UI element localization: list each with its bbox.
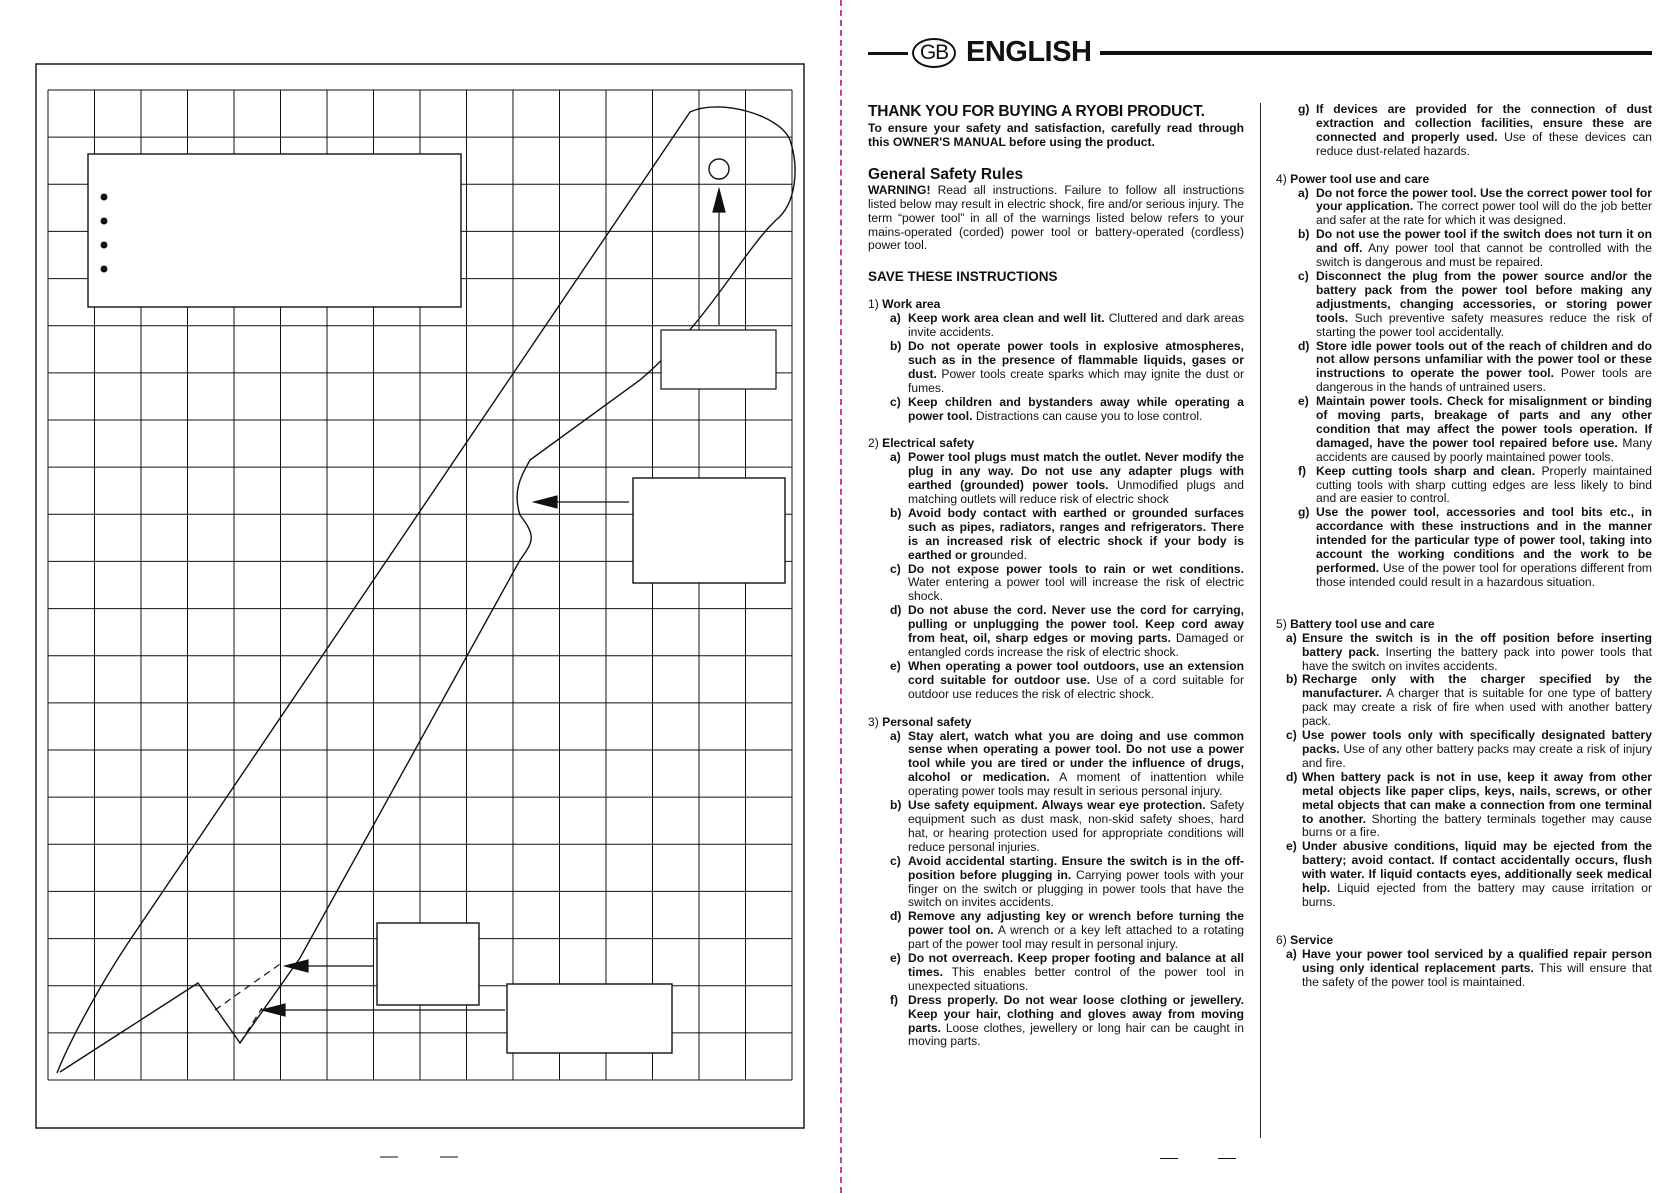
callout-arrows	[262, 189, 725, 1016]
item-bold: If devices are provided for the connection of dust extraction and collection facilities, ensure these are connected and properly used.	[1316, 102, 1652, 144]
item-bold: Under abusive conditions, liquid may be ejected from the battery; avoid contact. If contact accidentally occurs, flush with water. If liquid contacts eyes, additionally seek medical help.	[1302, 839, 1652, 896]
item-bold: Keep work area clean and well lit.	[908, 311, 1105, 326]
item-text: Liquid ejected from the battery may cause irritation or burns.	[1302, 881, 1652, 909]
item-label: c)	[890, 561, 901, 576]
item-label: a)	[1286, 946, 1297, 961]
list-item	[868, 563, 1244, 605]
list-item	[868, 910, 1244, 952]
item-label: a)	[890, 450, 901, 465]
list-item	[1276, 103, 1652, 159]
item-text: Such preventive safety measures reduce the risk of starting the power tool accidentally.	[1316, 310, 1652, 339]
item-label: c)	[1286, 728, 1297, 743]
item-label: b)	[1286, 672, 1298, 687]
column-divider	[1260, 103, 1261, 1138]
language-title: ENGLISH	[966, 36, 1092, 68]
section-title	[868, 437, 1244, 451]
item-text: Loose clothes, jewellery or long hair can be caught in moving parts.	[908, 1020, 1244, 1049]
item-label: d)	[890, 603, 902, 618]
item-bold: Use safety equipment. Always wear eye protection.	[908, 798, 1206, 813]
item-label: b)	[890, 338, 902, 353]
item-text: Use of the power tool for operations different from those intended could result in a hazardous situation.	[1316, 561, 1652, 589]
item-text: Any power tool that cannot be controlled with the switch is dangerous and must be repaired.	[1316, 241, 1652, 270]
item-bold: Stay alert, watch what you are doing and use common sense when operating a power tool. Do not use a power tool while you are tired or under the influence of drugs, alcohol or medication.	[908, 728, 1244, 785]
callout-box-lower	[377, 923, 479, 1005]
item-label: a)	[890, 728, 901, 743]
list-item	[868, 396, 1244, 424]
list-item	[1276, 395, 1652, 465]
item-label: d)	[1298, 338, 1310, 353]
section-number: 6)	[1276, 932, 1291, 947]
section-number: 3)	[868, 714, 883, 729]
section-title	[868, 298, 1244, 312]
item-label: g)	[1298, 505, 1310, 520]
item-bold: Dress properly. Do not wear loose clothing or jewellery. Keep your hair, clothing and gloves away from moving parts.	[908, 992, 1244, 1035]
item-label: c)	[1298, 268, 1309, 283]
section-name: Work area	[882, 297, 941, 312]
warning-label: WARNING!	[868, 182, 931, 197]
bullet	[101, 218, 108, 225]
list-item	[868, 312, 1244, 340]
item-text: Power tools are dangerous in the hands of untrained users.	[1316, 366, 1652, 395]
item-bold: Recharge only with the charger specified by the manufacturer.	[1302, 672, 1652, 701]
item-bold: Ensure the switch is in the off position before inserting battery pack.	[1302, 630, 1652, 659]
bullet	[101, 266, 108, 273]
section-personal-safety	[868, 716, 1244, 1050]
column-right	[1276, 103, 1652, 1003]
column-left	[868, 103, 1244, 1063]
list-item	[1276, 187, 1652, 229]
item-bold: Use power tools only with specifically designated battery packs.	[1302, 728, 1652, 756]
list-item	[1276, 506, 1652, 589]
list-item	[868, 451, 1244, 507]
item-label: c)	[890, 394, 901, 409]
callout-box-bottom	[507, 984, 672, 1053]
section-name: Battery tool use and care	[1290, 616, 1435, 631]
item-bold: Do not abuse the cord. Never use the cord for carrying, pulling or unplugging the power tool. Keep cord away from heat, oil, sharp edges or moving parts.	[908, 603, 1244, 646]
general-safety-heading: General Safety Rules	[868, 165, 1024, 183]
language-header	[868, 34, 1658, 74]
item-text: This enables better control of the power tool in unexpected situations.	[908, 964, 1244, 993]
section-name: Power tool use and care	[1290, 171, 1430, 186]
section-number: 2)	[868, 436, 883, 451]
item-text: A moment of inattention while operating power tools may result in serious personal injury.	[908, 770, 1244, 799]
section-power-tool-use	[1276, 173, 1652, 590]
item-text: This will ensure that the safety of the power tool is maintained.	[1302, 960, 1652, 989]
item-text: Water entering a power tool will increase the risk of electric shock.	[908, 575, 1244, 604]
list-item	[868, 855, 1244, 911]
item-text: The correct power tool will do the job better and safer at the rate for which it was designed.	[1316, 199, 1652, 228]
country-badge: GB	[912, 38, 956, 68]
list-item	[868, 799, 1244, 855]
bullet	[101, 194, 108, 201]
item-text: Safety equipment such as dust mask, non-skid safety shoes, hard hat, or hearing protection used for appropriate conditions will reduce personal injuries.	[908, 798, 1244, 854]
item-label: e)	[1286, 839, 1297, 854]
section-service	[1276, 934, 1652, 990]
page-number-dash	[1160, 1158, 1178, 1159]
header-rule-right	[1100, 51, 1652, 55]
item-bold: Do not force the power tool. Use the correct power tool for your application.	[1316, 185, 1652, 214]
item-bold: Avoid accidental starting. Ensure the switch is in the off-position before plugging in.	[908, 853, 1244, 882]
item-label: b)	[1298, 227, 1310, 242]
item-text: Use of a cord suitable for outdoor use reduces the risk of electric shock.	[908, 672, 1244, 701]
item-label: e)	[890, 951, 901, 966]
item-bold: Remove any adjusting key or wrench before turning the power tool on.	[908, 909, 1244, 938]
item-label: e)	[1298, 394, 1309, 409]
list-item	[1276, 840, 1652, 910]
item-label: a)	[1286, 630, 1297, 645]
item-text: Shorting the battery terminals together may cause burns or a fire.	[1302, 811, 1652, 840]
list-item	[868, 660, 1244, 702]
item-text: Cluttered and dark areas invite accidents.	[908, 311, 1244, 340]
item-bold: Keep children and bystanders away while operating a power tool.	[908, 394, 1244, 423]
callout-box-middle	[633, 478, 785, 583]
list-item	[868, 507, 1244, 563]
item-text: A charger that is suitable for one type of battery pack may create a risk of fire when used with another battery pack.	[1302, 686, 1652, 729]
section-title	[1276, 173, 1652, 187]
list-item	[1276, 465, 1652, 507]
item-label: c)	[890, 853, 901, 868]
list-item	[868, 730, 1244, 800]
hole-marker	[709, 159, 729, 179]
section-number: 4)	[1276, 171, 1291, 186]
header-rule-left	[868, 52, 908, 55]
item-bold: Do not overreach. Keep proper footing and balance at all times.	[908, 951, 1244, 979]
thank-you-title: THANK YOU FOR BUYING A RYOBI PRODUCT.	[868, 103, 1205, 120]
item-bold: Do not use the power tool if the switch does not turn it on and off.	[1316, 227, 1652, 256]
item-text: Many accidents are caused by poorly maintained power tools.	[1316, 435, 1653, 464]
section-name: Service	[1290, 932, 1334, 947]
fold-line	[840, 0, 842, 1193]
item-text: Inserting the battery pack into power tools that have the switch on invites accidents.	[1302, 644, 1652, 673]
list-item	[1276, 673, 1652, 729]
item-bold: Do not expose power tools to rain or wet conditions.	[908, 561, 1244, 576]
item-label: d)	[1286, 769, 1298, 784]
list-item	[868, 604, 1244, 660]
list-item	[1276, 729, 1652, 771]
bullet	[101, 242, 108, 249]
save-instructions: SAVE THESE INSTRUCTIONS	[868, 269, 1058, 285]
item-bold: Disconnect the plug from the power source and/or the battery pack from the power tool before making any adjustments, changing accessories, or storing power tools.	[1316, 268, 1652, 325]
item-bold: Power tool plugs must match the outlet. Never modify the plug in any way. Do not use any adapter plugs with earthed (grounded) power tools.	[908, 450, 1244, 493]
list-item	[1276, 948, 1652, 990]
warning-paragraph	[868, 184, 1244, 254]
item-label: f)	[890, 992, 899, 1007]
list-item	[1276, 228, 1652, 270]
section-battery-tool-use	[1276, 618, 1652, 910]
intro-text: To ensure your safety and satisfaction, carefully read through this OWNER'S MANUAL before using the product.	[868, 121, 1244, 149]
callout-box-top	[661, 330, 776, 389]
list-item	[868, 952, 1244, 994]
item-label: f)	[1298, 463, 1307, 478]
section-name: Personal safety	[882, 714, 972, 729]
section-title	[1276, 618, 1652, 632]
warning-text: Read all instructions. Failure to follow all instructions listed below may result in electric shock, fire and/or serious injury. The term “power tool” in all of the warnings listed below refers to your mains-operated (corded) power tool or battery-operated (cordless) power tool.	[868, 182, 1244, 253]
section-title	[868, 716, 1244, 730]
item-bold: When operating a power tool outdoors, use an extension cord suitable for outdoor use.	[908, 658, 1244, 687]
item-bold: Have your power tool serviced by a qualified repair person using only identical replacement parts.	[1302, 946, 1652, 975]
section-work-area	[868, 298, 1244, 423]
item-label: d)	[890, 909, 902, 924]
item-text: Power tools create sparks which may ignite the dust or fumes.	[908, 366, 1244, 395]
item-text: A wrench or a key left attached to a rotating part of the power tool may result in personal injury.	[908, 923, 1245, 952]
item-bold: Keep cutting tools sharp and clean.	[1316, 463, 1536, 478]
item-text: Unmodified plugs and matching outlets will reduce risk of electric shock	[908, 478, 1244, 507]
item-text: unded.	[989, 547, 1027, 562]
item-bold: Store idle power tools out of the reach of children and do not allow persons unfamiliar with the power tool or these instructions to operate the power tool.	[1316, 338, 1652, 381]
item-bold: When battery pack is not in use, keep it away from other metal objects like paper clips, keys, nails, screws, or other metal objects that can make a connection from one terminal to another.	[1302, 769, 1652, 826]
list-item	[868, 994, 1244, 1050]
list-item	[1276, 270, 1652, 340]
list-item	[1276, 771, 1652, 841]
item-text: Carrying power tools with your finger on the switch or plugging in power tools that have the switch on invites accidents.	[908, 867, 1244, 910]
item-text: Use of any other battery packs may create a risk of injury and fire.	[1302, 741, 1652, 770]
parts-list-box	[88, 154, 461, 307]
item-label: e)	[890, 658, 901, 673]
item-label: g)	[1298, 102, 1310, 116]
list-item	[868, 340, 1244, 396]
item-bold: Avoid body contact with earthed or grounded surfaces such as pipes, radiators, ranges and refrigerators. There is an increased risk of electric shock if your body is earthed or gro	[908, 505, 1244, 562]
item-text: Properly maintained cutting tools with sharp cutting edges are less likely to bind and are easier to control.	[1316, 463, 1652, 506]
page-number-dash	[1218, 1158, 1236, 1159]
item-bold: Maintain power tools. Check for misalignment or binding of moving parts, breakage of parts and any other condition that may affect the power tools operation. If damaged, have the power tool repaired before use.	[1316, 394, 1652, 450]
section-title	[1276, 934, 1652, 948]
item-label: b)	[890, 505, 902, 520]
item-label: a)	[890, 311, 901, 326]
item-text: Damaged or entangled cords increase the risk of electric shock.	[908, 631, 1244, 659]
item-bold: Do not operate power tools in explosive atmospheres, such as in the presence of flammable liquids, gases or dust.	[908, 338, 1244, 381]
item-label: a)	[1298, 185, 1309, 200]
item-text: Distractions can cause you to lose control.	[972, 408, 1203, 423]
section-name: Electrical safety	[882, 436, 975, 451]
section-personal-safety-continued	[1276, 103, 1652, 159]
item-text: Use of these devices can reduce dust-related hazards.	[1316, 129, 1652, 158]
section-number: 5)	[1276, 616, 1291, 631]
item-label: b)	[890, 798, 902, 813]
item-bold: Use the power tool, accessories and tool bits etc., in accordance with these instructions and in the manner intended for the particular type of power tool, taking into account the working conditions and the work to be performed.	[1316, 505, 1652, 575]
section-number: 1)	[868, 297, 883, 312]
section-electrical-safety	[868, 437, 1244, 701]
list-item	[1276, 632, 1652, 674]
list-item	[1276, 340, 1652, 396]
